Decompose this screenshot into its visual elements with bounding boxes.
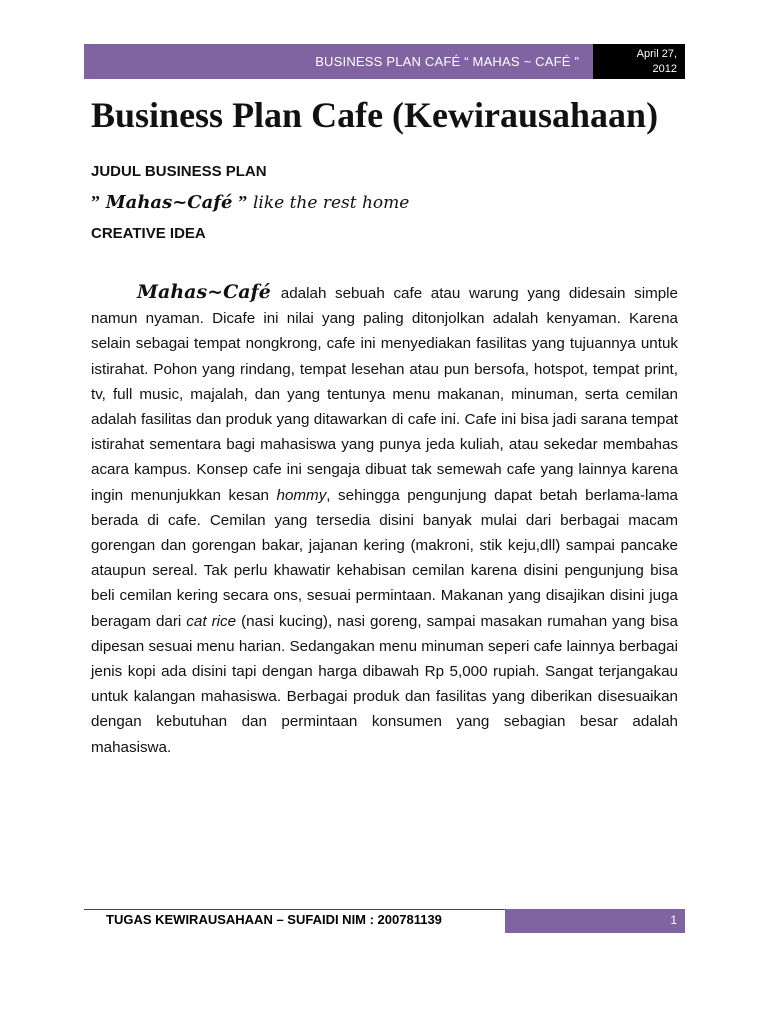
header-date-line2: 2012: [652, 63, 677, 75]
body-italic-cat-rice: cat rice: [186, 612, 237, 630]
body-italic-hommy: hommy: [276, 486, 327, 504]
section-heading-judul: JUDUL BUSINESS PLAN: [91, 163, 267, 180]
body-brand: Mahas~Café: [137, 281, 271, 303]
footer-right: [505, 909, 685, 933]
header-date-line1: April 27,: [636, 48, 677, 60]
header-bar: [84, 44, 593, 79]
footer-left: [84, 909, 505, 934]
body-text-part1: adalah sebuah cafe atau warung yang didesain simple namun nyaman. Dicafe ini nilai yang paling ditonjolkan adalah kenyaman. Karena selain sebagai tempat nongkrong, cafe ini menyediakan fasilitas yang tujuannya untuk istirahat. Pohon yang rindang, tempat lesehan atau pun bersofa, hotspot, tempat print, tv, full music, majalah, dan yang tentunya menu makanan, minuman, serta cemilan adalah fasilitas dan produk yang ditawarkan di cafe ini. Cafe ini bisa jadi sarana tempat istirahat sementara bagi mahasiswa yang punya jeda kuliah, atau sekedar membahas acara kampus. Konsep cafe ini sengaja dibuat tak semewah cafe yang lainnya karena ingin menunjukkan kesan: [91, 285, 678, 504]
header-title: BUSINESS PLAN CAFÉ “ MAHAS ~ CAFÉ ”: [315, 54, 579, 69]
tagline-brand: Mahas~Café: [105, 192, 233, 213]
tagline-open-quote: ”: [91, 192, 100, 212]
tagline-close-quote: ”: [238, 192, 248, 212]
section-heading-creative-idea: CREATIVE IDEA: [91, 225, 206, 242]
page-number: 1: [670, 913, 677, 927]
document-title: Business Plan Cafe (Kewirausahaan): [91, 95, 659, 135]
body-text-part2: , sehingga pengunjung dapat betah berlama-lama berada di cafe. Cemilan yang tersedia disini banyak mulai dari berbagai macam gorengan dan gorengan bakar, jajanan kering (makroni, stik keju,dll) sampai pancake ataupun sereal. Tak perlu khawatir kehabisan cemilan karena disini pengunjung bisa beli cemilan kering secara ons, sesuai permintaan. Makanan yang disajikan disini juga beragam dari: [91, 486, 678, 630]
tagline: [91, 192, 409, 213]
body-paragraph: [91, 280, 678, 760]
footer-author: TUGAS KEWIRAUSAHAAN – SUFAIDI NIM : 200781139: [106, 912, 442, 927]
body-text-part3: (nasi kucing), nasi goreng, sampai masakan rumahan yang bisa dipesan sesuai menu harian. Sedangakan menu minuman seperi cafe lainnya berbagai jenis kopi ada disini tapi dengan harga dibawah Rp 5,000 rupiah. Sangat terjangakau untuk kalangan mahasiswa. Berbagai produk dan fasilitas yang diberikan disesuaikan dengan kebutuhan dan permintaan konsumen yang sebagian besar adalah mahasiswa.: [91, 612, 678, 756]
header-date-box: [593, 44, 685, 79]
tagline-slogan: like the rest home: [252, 193, 410, 213]
